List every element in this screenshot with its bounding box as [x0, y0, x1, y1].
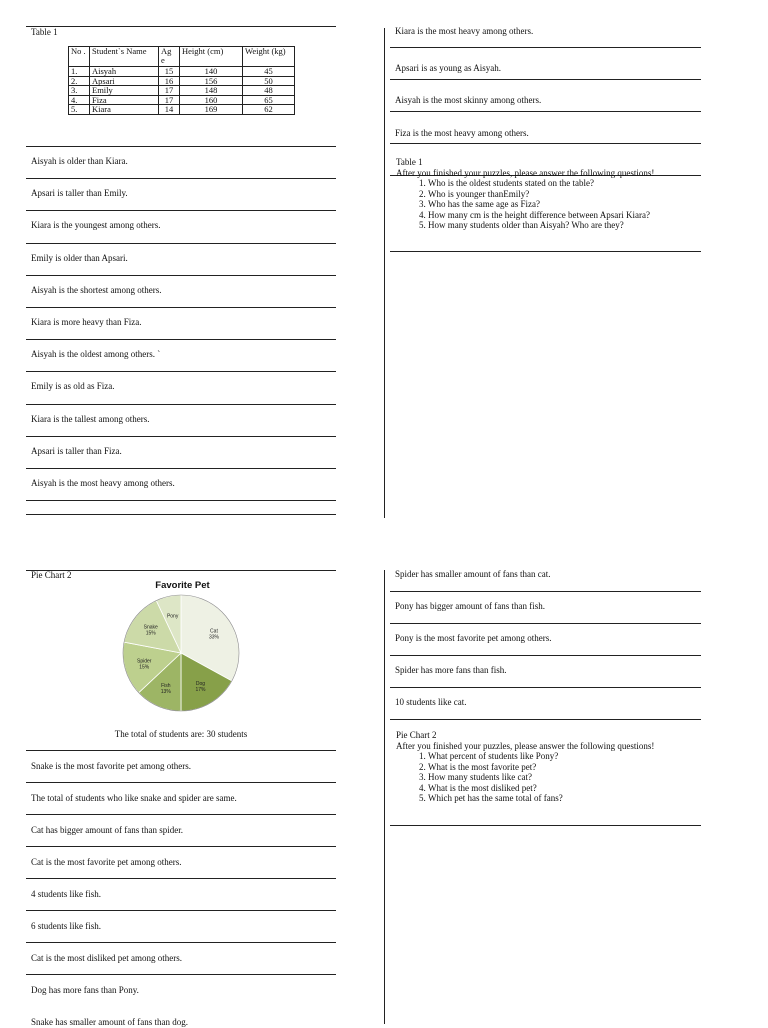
statement: Kiara is the youngest among others. — [31, 220, 161, 231]
statement: Spider has smaller amount of fans than cat. — [395, 569, 551, 579]
pie-percent-label: 15% — [145, 630, 156, 637]
table-cell: 65 — [243, 95, 295, 105]
divider — [390, 111, 701, 112]
table-questions — [396, 157, 654, 231]
questions-title: Table 1 — [396, 157, 423, 167]
pie-label: Cat — [210, 628, 218, 635]
question-item: 4. How many cm is the height difference between Apsari Kiara? — [428, 210, 654, 221]
statement: Snake is the most favorite pet among others. — [31, 761, 191, 771]
table-cell: 15 — [159, 67, 180, 77]
table-cell: Apsari — [90, 76, 159, 86]
question-item: 4. What is the most disliked pet? — [428, 783, 654, 794]
statement: Apsari is taller than Fiza. — [31, 445, 122, 456]
divider — [26, 942, 336, 943]
table-cell: 4. — [69, 95, 90, 105]
statement: The total of students who like snake and spider are same. — [31, 793, 237, 803]
table-cell: Emily — [90, 86, 159, 96]
header-weight: Weight (kg) — [243, 47, 295, 67]
statement: 6 students like fish. — [31, 921, 101, 931]
statement: Emily is older than Apsari. — [31, 252, 128, 263]
statement: Kiara is more heavy than Fiza. — [31, 317, 142, 327]
divider — [26, 339, 336, 340]
column-divider — [384, 28, 385, 518]
statement: Kiara is the most heavy among others. — [395, 26, 534, 36]
table-cell: 1. — [69, 67, 90, 77]
statement: 4 students like fish. — [31, 889, 101, 899]
pie-percent-label: 17% — [195, 686, 206, 693]
pie-percent-label: 33% — [208, 634, 219, 641]
header-name: Student`s Name — [90, 47, 159, 67]
header-no: No . — [69, 47, 90, 67]
pie-label: Pony — [166, 613, 179, 620]
divider — [390, 251, 701, 252]
table-cell: Fiza — [90, 95, 159, 105]
question-list — [396, 751, 654, 804]
statement: Aisyah is the shortest among others. — [31, 284, 162, 295]
statement: Pony has bigger amount of fans than fish. — [395, 601, 545, 611]
divider — [26, 514, 336, 515]
statement: Pony is the most favorite pet among others. — [395, 633, 552, 643]
question-item: 2. What is the most favorite pet? — [428, 762, 654, 773]
statement: 10 students like cat. — [395, 697, 467, 707]
total-note: The total of students are: 30 students — [114, 729, 248, 739]
statement: Dog has more fans than Pony. — [31, 985, 139, 995]
statement: Aisyah is the oldest among others. ` — [31, 349, 161, 360]
table-cell: 148 — [180, 86, 243, 96]
chart-title: Favorite Pet — [155, 580, 210, 591]
statement: Snake has smaller amount of fans than dog. — [31, 1017, 188, 1027]
divider — [390, 655, 701, 656]
table-row — [69, 67, 295, 77]
table-cell: 48 — [243, 86, 295, 96]
divider — [26, 26, 336, 27]
statement: Emily is as old as Fiza. — [31, 381, 115, 392]
statement: Aisyah is the most heavy among others. — [31, 478, 175, 488]
divider — [26, 243, 336, 244]
table-cell: 3. — [69, 86, 90, 96]
table-row — [69, 105, 295, 115]
divider — [390, 47, 701, 48]
table-header-row — [69, 47, 295, 67]
pie-label: Fish — [161, 683, 171, 690]
divider — [390, 687, 701, 688]
divider — [26, 974, 336, 975]
question-item: 3. How many students like cat? — [428, 772, 654, 783]
divider — [26, 178, 336, 179]
divider — [390, 825, 701, 826]
question-item: 1. Who is the oldest students stated on the table? — [428, 178, 654, 189]
table-cell: 45 — [243, 67, 295, 77]
divider — [26, 500, 336, 501]
divider — [390, 623, 701, 624]
question-item: 3. Who has the same age as Fiza? — [428, 199, 654, 210]
statement: Spider has more fans than fish. — [395, 665, 507, 675]
questions-intro: After you finished your puzzles, please answer the following questions! — [396, 740, 655, 751]
question-item: 5. How many students older than Aisyah? Who are they? — [428, 220, 654, 231]
table-caption: Table 1 — [31, 27, 58, 37]
divider — [26, 307, 336, 308]
statement: Cat is the most disliked pet among others. — [31, 953, 182, 963]
pie-percent-label: 13% — [160, 689, 171, 696]
table-row — [69, 86, 295, 96]
divider — [390, 143, 701, 144]
statement: Cat has bigger amount of fans than spider. — [31, 825, 183, 835]
question-item: 1. What percent of students like Pony? — [428, 751, 654, 762]
question-list — [396, 178, 654, 231]
table-cell: 50 — [243, 76, 295, 86]
table-cell: 140 — [180, 67, 243, 77]
pie-label: Dog — [195, 680, 206, 687]
statement: Fiza is the most heavy among others. — [395, 127, 529, 138]
divider — [26, 436, 336, 437]
divider — [26, 570, 336, 571]
question-item: 5. Which pet has the same total of fans? — [428, 793, 654, 804]
divider — [390, 591, 701, 592]
table-cell: 62 — [243, 105, 295, 115]
divider — [26, 814, 336, 815]
table-cell: 16 — [159, 76, 180, 86]
table-cell: 169 — [180, 105, 243, 115]
statement: Kiara is the tallest among others. — [31, 413, 150, 424]
table-cell: 156 — [180, 76, 243, 86]
statement: Aisyah is the most skinny among others. — [395, 95, 542, 106]
column-divider — [384, 570, 385, 1024]
table-cell: 17 — [159, 95, 180, 105]
header-age: Ag e — [159, 47, 180, 67]
divider — [26, 275, 336, 276]
student-table — [68, 46, 295, 115]
divider — [26, 846, 336, 847]
pie-svg — [115, 592, 250, 722]
pie-label: Spider — [137, 658, 152, 665]
divider — [26, 404, 336, 405]
divider — [26, 468, 336, 469]
table-cell: 5. — [69, 105, 90, 115]
divider — [26, 910, 336, 911]
divider — [26, 878, 336, 879]
table-cell: 17 — [159, 86, 180, 96]
table-cell: Aisyah — [90, 67, 159, 77]
divider — [26, 782, 336, 783]
divider — [390, 719, 701, 720]
divider — [26, 146, 336, 147]
table-cell: 14 — [159, 105, 180, 115]
pie-label: Snake — [143, 624, 158, 631]
divider — [26, 210, 336, 211]
table-cell: 2. — [69, 76, 90, 86]
pie-questions — [396, 730, 654, 804]
pie-caption: Pie Chart 2 — [31, 570, 72, 580]
statement: Apsari is taller than Emily. — [31, 188, 128, 199]
statement: Cat is the most favorite pet among others. — [31, 857, 182, 867]
statement: Apsari is as young as Aisyah. — [395, 63, 501, 74]
questions-title: Pie Chart 2 — [396, 730, 437, 740]
statement: Aisyah is older than Kiara. — [31, 156, 128, 166]
divider — [26, 750, 336, 751]
pie-chart — [115, 578, 250, 723]
table-cell: Kiara — [90, 105, 159, 115]
divider — [26, 371, 336, 372]
header-height: Height (cm) — [180, 47, 243, 67]
pie-percent-label: 15% — [139, 664, 150, 671]
table-cell: 160 — [180, 95, 243, 105]
question-item: 2. Who is younger thanEmily? — [428, 189, 654, 200]
questions-intro: After you finished your puzzles, please answer the following questions! — [396, 167, 655, 178]
divider — [390, 79, 701, 80]
